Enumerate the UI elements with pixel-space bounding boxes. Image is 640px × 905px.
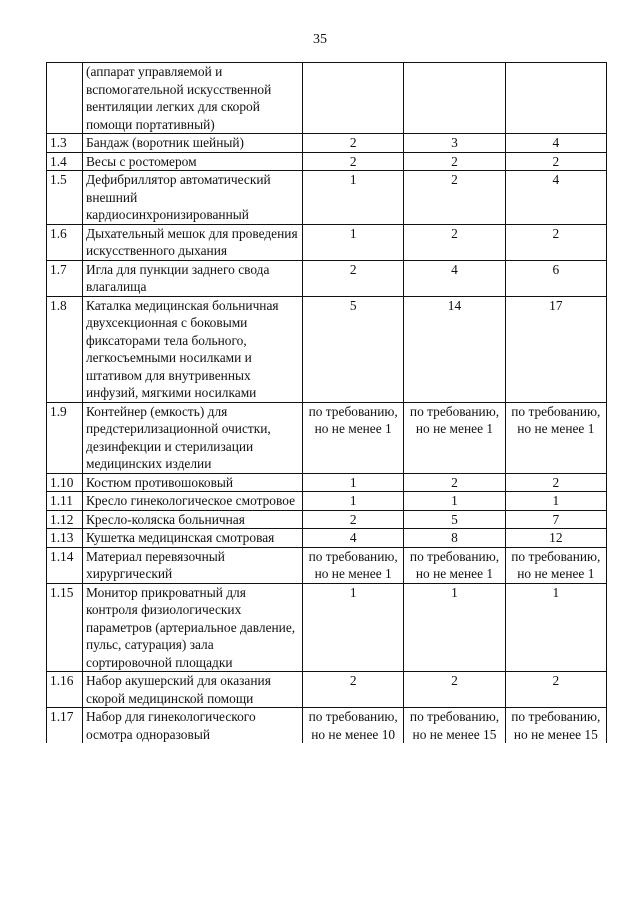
- row-number: 1.9: [47, 402, 83, 473]
- row-number: 1.7: [47, 260, 83, 296]
- row-number: 1.3: [47, 134, 83, 153]
- quantity-col-2: 2: [404, 152, 505, 171]
- table-row: [47, 63, 607, 134]
- table-row: [47, 529, 607, 548]
- quantity-col-1: 1: [303, 224, 404, 260]
- quantity-col-2: 5: [404, 510, 505, 529]
- equipment-name: Дыхательный мешок для проведения искусственного дыхания: [83, 224, 303, 260]
- quantity-col-2: 2: [404, 672, 505, 708]
- quantity-col-1: по требованию, но не менее 1: [303, 402, 404, 473]
- quantity-col-3: 2: [505, 224, 606, 260]
- equipment-name: Кресло гинекологическое смотровое: [83, 492, 303, 511]
- quantity-col-2: 3: [404, 134, 505, 153]
- row-number: 1.16: [47, 672, 83, 708]
- equipment-name: (аппарат управляемой и вспомогательной искусственной вентиляции легких для скорой помощи портативный): [83, 63, 303, 134]
- equipment-name: Каталка медицинская больничная двухсекционная с боковыми фиксаторами тела больного, легкосъемными носилками и штативом для внутривенных инфузий, мягкими носилками: [83, 296, 303, 402]
- quantity-col-1: 2: [303, 672, 404, 708]
- table-row: [47, 260, 607, 296]
- quantity-col-1: [303, 63, 404, 134]
- quantity-col-1: 4: [303, 529, 404, 548]
- row-number: 1.6: [47, 224, 83, 260]
- quantity-col-1: по требованию, но не менее 10: [303, 708, 404, 744]
- row-number: 1.17: [47, 708, 83, 744]
- table-row: [47, 224, 607, 260]
- table-row: [47, 296, 607, 402]
- quantity-col-3: 17: [505, 296, 606, 402]
- equipment-name: Бандаж (воротник шейный): [83, 134, 303, 153]
- quantity-col-2: [404, 63, 505, 134]
- quantity-col-3: 4: [505, 134, 606, 153]
- table-row: [47, 134, 607, 153]
- quantity-col-3: 2: [505, 473, 606, 492]
- table-row: [47, 708, 607, 744]
- quantity-col-2: 14: [404, 296, 505, 402]
- quantity-col-1: 1: [303, 492, 404, 511]
- quantity-col-3: [505, 63, 606, 134]
- table-row: [47, 672, 607, 708]
- table-row: [47, 473, 607, 492]
- quantity-col-2: по требованию, но не менее 1: [404, 547, 505, 583]
- quantity-col-3: 1: [505, 583, 606, 672]
- table-row: [47, 402, 607, 473]
- row-number: 1.12: [47, 510, 83, 529]
- quantity-col-3: по требованию, но не менее 1: [505, 402, 606, 473]
- row-number: 1.8: [47, 296, 83, 402]
- equipment-name: Весы с ростомером: [83, 152, 303, 171]
- quantity-col-1: 1: [303, 171, 404, 225]
- quantity-col-2: 2: [404, 224, 505, 260]
- equipment-name: Контейнер (емкость) для предстерилизационной очистки, дезинфекции и стерилизации медицинских изделии: [83, 402, 303, 473]
- table-row: [47, 583, 607, 672]
- quantity-col-2: 2: [404, 473, 505, 492]
- equipment-name: Игла для пункции заднего свода влагалища: [83, 260, 303, 296]
- quantity-col-1: по требованию, но не менее 1: [303, 547, 404, 583]
- row-number: 1.5: [47, 171, 83, 225]
- equipment-name: Набор акушерский для оказания скорой медицинской помощи: [83, 672, 303, 708]
- quantity-col-2: 1: [404, 492, 505, 511]
- quantity-col-3: по требованию, но не менее 1: [505, 547, 606, 583]
- quantity-col-3: 12: [505, 529, 606, 548]
- quantity-col-1: 1: [303, 473, 404, 492]
- page-number: 35: [313, 32, 327, 47]
- row-number: 1.10: [47, 473, 83, 492]
- quantity-col-1: 1: [303, 583, 404, 672]
- quantity-col-3: 2: [505, 152, 606, 171]
- quantity-col-3: 7: [505, 510, 606, 529]
- quantity-col-1: 5: [303, 296, 404, 402]
- table-row: [47, 171, 607, 225]
- table-row: [47, 510, 607, 529]
- row-number: 1.15: [47, 583, 83, 672]
- row-number: 1.11: [47, 492, 83, 511]
- quantity-col-1: 2: [303, 260, 404, 296]
- quantity-col-2: по требованию, но не менее 15: [404, 708, 505, 744]
- table-row: [47, 152, 607, 171]
- quantity-col-2: 1: [404, 583, 505, 672]
- table-row: [47, 547, 607, 583]
- equipment-name: Кресло-коляска больничная: [83, 510, 303, 529]
- equipment-table: [46, 62, 607, 743]
- quantity-col-3: 1: [505, 492, 606, 511]
- quantity-col-2: 4: [404, 260, 505, 296]
- equipment-name: Костюм противошоковый: [83, 473, 303, 492]
- equipment-name: Монитор прикроватный для контроля физиологических параметров (артериальное давление, пульс, сатурация) зала сортировочной площадки: [83, 583, 303, 672]
- quantity-col-3: 6: [505, 260, 606, 296]
- quantity-col-2: по требованию, но не менее 1: [404, 402, 505, 473]
- quantity-col-3: 2: [505, 672, 606, 708]
- equipment-name: Кушетка медицинская смотровая: [83, 529, 303, 548]
- equipment-name: Дефибриллятор автоматический внешний кардиосинхронизированный: [83, 171, 303, 225]
- equipment-name: Материал перевязочный хирургический: [83, 547, 303, 583]
- quantity-col-3: 4: [505, 171, 606, 225]
- row-number: [47, 63, 83, 134]
- quantity-col-1: 2: [303, 152, 404, 171]
- quantity-col-1: 2: [303, 134, 404, 153]
- row-number: 1.14: [47, 547, 83, 583]
- equipment-name: Набор для гинекологического осмотра одноразовый: [83, 708, 303, 744]
- quantity-col-3: по требованию, но не менее 15: [505, 708, 606, 744]
- quantity-col-1: 2: [303, 510, 404, 529]
- row-number: 1.13: [47, 529, 83, 548]
- quantity-col-2: 2: [404, 171, 505, 225]
- quantity-col-2: 8: [404, 529, 505, 548]
- table-row: [47, 492, 607, 511]
- row-number: 1.4: [47, 152, 83, 171]
